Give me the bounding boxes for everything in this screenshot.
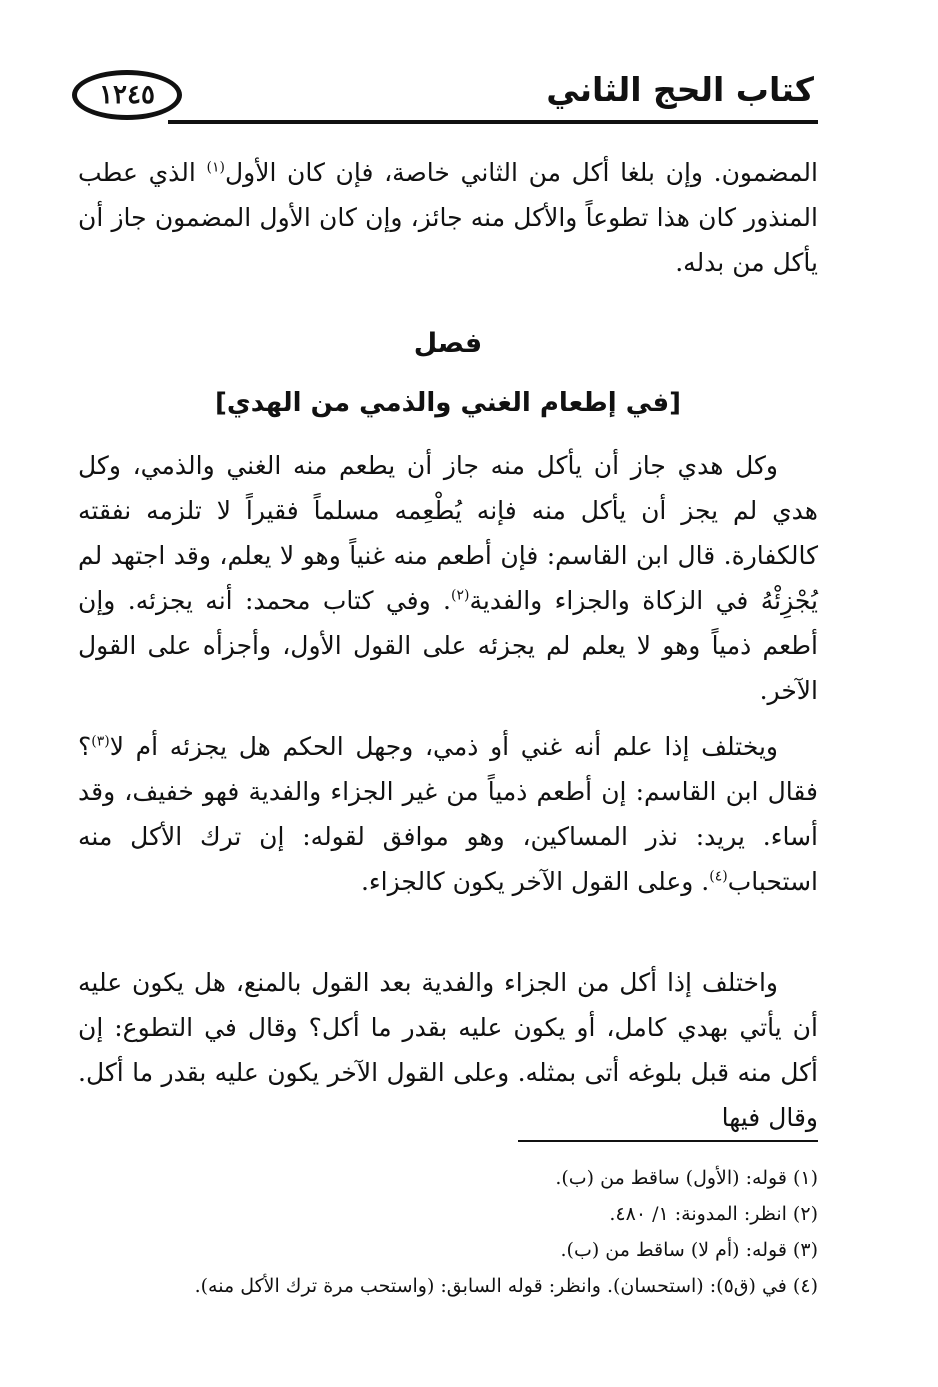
text-run: ؟ فقال ابن القاسم: إن أطعم ذمياً من غير الجزاء والفدية فهو خفيف، وقد أساء. يريد: نذر المساكين، وهو موافق لقوله: إن ترك الأكل منه استحباب <box>78 732 818 896</box>
footnote-item: (٤) في (ق٥): (استحسان). وانظر: قوله السابق: (واستحب مرة ترك الأكل منه). <box>194 1275 818 1297</box>
section-title: فصل <box>413 328 483 359</box>
section-subtitle: [في إطعام الغني والذمي من الهدي] <box>215 388 681 418</box>
paragraph-3 <box>78 960 818 1140</box>
text-run: . وعلى القول الآخر يكون كالجزاء. <box>360 867 710 896</box>
text-run: واختلف إذا أكل من الجزاء والفدية بعد القول بالمنع، هل يكون عليه أن يأتي بهدي كامل، أو يكون عليه بقدر ما أكل؟ وقال في التطوع: إن أكل منه قبل بلوغه أتى بمثله. وعلى القول الآخر يكون عليه بقدر ما أكل. وقال فيها <box>78 968 818 1132</box>
footnote-separator <box>518 1140 818 1142</box>
text-run: المضمون. وإن بلغا أكل من الثاني خاصة، فإن كان الأول <box>224 158 818 187</box>
running-title: كتاب الحج الثاني <box>546 70 814 109</box>
paragraph-continuation <box>78 150 818 285</box>
footnote-item: (٢) انظر: المدونة: ١/ ٤٨٠. <box>609 1203 818 1225</box>
footnote-item: (١) قوله: (الأول) ساقط من (ب). <box>555 1167 818 1189</box>
footnote-ref: (٣) <box>91 733 110 750</box>
page-header <box>72 62 818 126</box>
text-run: ويختلف إذا علم أنه غني أو ذمي، وجهل الحكم هل يجزئه أم لا <box>109 732 778 761</box>
text-run: . وفي كتاب محمد: أنه يجزئه. وإن أطعم ذمياً وهو لا يعلم لم يجزئه على القول الأول، وأجزأه على القول الآخر. <box>78 586 818 705</box>
footnotes <box>78 1160 818 1304</box>
header-rule <box>168 120 818 124</box>
footnote-item: (٣) قوله: (أم لا) ساقط من (ب). <box>560 1239 818 1261</box>
paragraph-1 <box>78 443 818 713</box>
paragraph-2 <box>78 724 818 904</box>
text-run: وكل هدي جاز أن يأكل منه جاز أن يطعم منه الغني والذمي، وكل هدي لم يجز أن يأكل منه فإنه يُطْعِمه مسلماً فقيراً لا تلزمه نفقته كالكفارة. قال ابن القاسم: فإن أطعم منه غنياً وهو لا يعلم، وقد اجتهد لم يُجْزِئْهُ في الزكاة والجزاء والفدية <box>78 451 818 615</box>
page-number-badge <box>72 70 182 120</box>
footnote-ref: (٢) <box>451 587 470 604</box>
footnote-ref: (١) <box>206 159 225 176</box>
page-number: ١٢٤٥ <box>99 80 155 110</box>
text-run: الذي عطب المنذور كان هذا تطوعاً والأكل منه جائز، وإن كان الأول المضمون جاز أن يأكل من بدله. <box>78 158 818 277</box>
footnote-ref: (٤) <box>709 868 728 885</box>
